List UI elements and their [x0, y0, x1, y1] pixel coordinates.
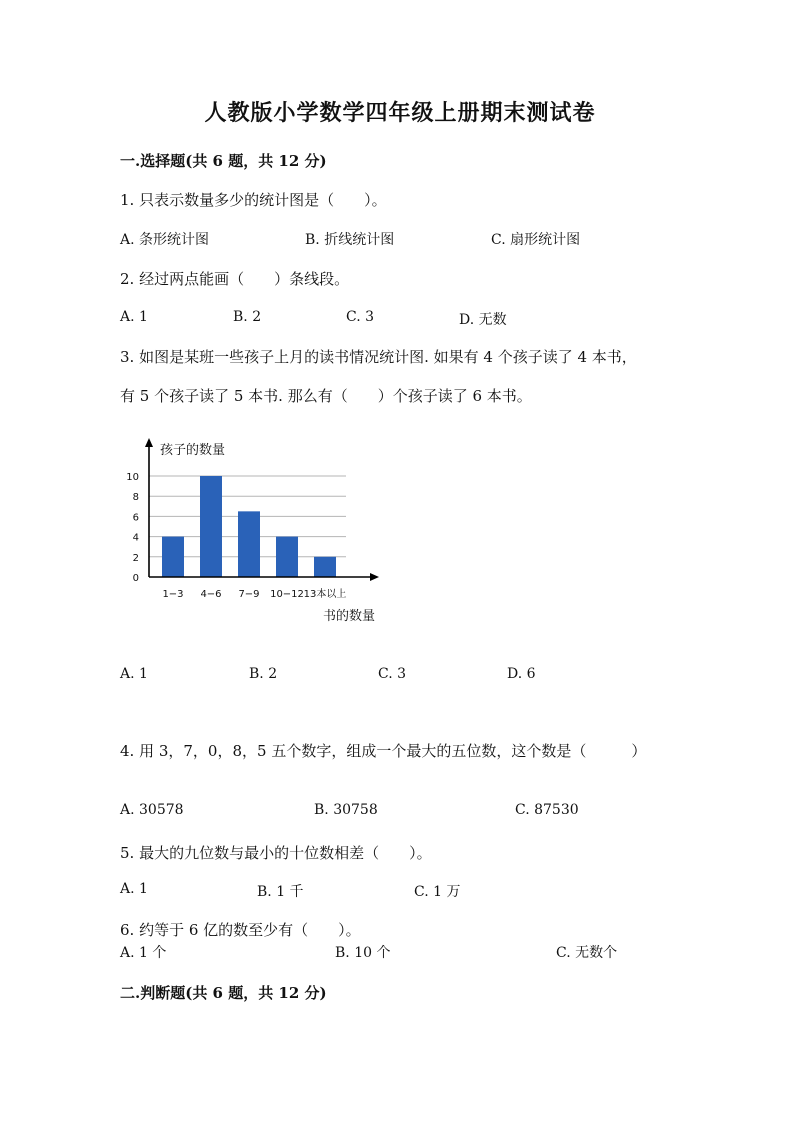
q3-option-a: A. 1	[120, 666, 148, 682]
q2-option-c: C. 3	[346, 309, 375, 325]
x-axis-label: 书的数量	[323, 609, 376, 624]
chart-x-tick-labels	[162, 587, 346, 600]
chart-bars	[162, 476, 336, 577]
q3-option-b: B. 2	[249, 666, 278, 682]
reading-bar-chart	[118, 432, 398, 632]
section-heading-judgement: 二.判断题(共 6 题，共 12 分)	[120, 984, 327, 1002]
y-tick-label: 8	[132, 492, 139, 504]
q6-option-c: C. 无数个	[556, 945, 618, 961]
q3-option-d: D. 6	[507, 666, 536, 682]
x-tick-label: 1−3	[162, 589, 184, 600]
bar	[314, 557, 336, 577]
q6-option-a: A. 1 个	[120, 945, 167, 961]
q4-option-b: B. 30758	[314, 802, 378, 818]
question-1: 1. 只表示数量多少的统计图是（ ）。	[120, 191, 387, 209]
question-2: 2. 经过两点能画（ ）条线段。	[120, 270, 350, 288]
y-axis-label: 孩子的数量	[160, 443, 226, 458]
q5-option-c: C. 1 万	[414, 884, 461, 900]
q4-option-c: C. 87530	[515, 802, 579, 818]
q4-option-a: A. 30578	[120, 802, 184, 818]
question-6: 6. 约等于 6 亿的数至少有（ ）。	[120, 921, 361, 939]
q5-option-a: A. 1	[120, 881, 148, 897]
q1-option-a: A. 条形统计图	[120, 232, 210, 248]
bar	[200, 476, 222, 577]
y-tick-label: 0	[132, 573, 139, 584]
x-tick-label: 7−9	[238, 589, 260, 600]
q5-option-b: B. 1 千	[257, 884, 304, 900]
x-tick-label: 13本以上	[303, 589, 347, 600]
question-3-line-2: 有 5 个孩子读了 5 本书. 那么有（ ）个孩子读了 6 本书。	[120, 387, 532, 405]
q6-option-b: B. 10 个	[335, 945, 391, 961]
section-heading-choice: 一.选择题(共 6 题，共 12 分)	[120, 152, 327, 170]
y-tick-label: 10	[126, 472, 139, 483]
q1-option-c: C. 扇形统计图	[491, 232, 581, 248]
question-3-line-1: 3. 如图是某班一些孩子上月的读书情况统计图. 如果有 4 个孩子读了 4 本书，	[120, 348, 637, 366]
y-tick-label: 2	[132, 552, 139, 564]
x-axis-arrow	[370, 573, 379, 581]
bar	[162, 537, 184, 577]
question-4: 4. 用 3，7，0，8，5 五个数字，组成一个最大的五位数，这个数是（ ）	[120, 742, 647, 760]
y-tick-label: 6	[132, 512, 139, 524]
bar	[276, 537, 298, 577]
q1-option-b: B. 折线统计图	[305, 232, 395, 248]
q3-option-c: C. 3	[378, 666, 407, 682]
question-5: 5. 最大的九位数与最小的十位数相差（ ）。	[120, 844, 432, 862]
bar	[238, 511, 260, 577]
y-axis-arrow	[145, 438, 153, 447]
q2-option-d: D. 无数	[459, 312, 507, 328]
page-title: 人教版小学数学四年级上册期末测试卷	[204, 100, 596, 126]
x-tick-label: 4−6	[200, 589, 222, 600]
q2-option-a: A. 1	[120, 309, 148, 325]
chart-y-tick-labels	[126, 472, 139, 584]
x-tick-label: 10−12	[270, 589, 304, 600]
y-tick-label: 4	[132, 532, 139, 544]
q2-option-b: B. 2	[233, 309, 262, 325]
